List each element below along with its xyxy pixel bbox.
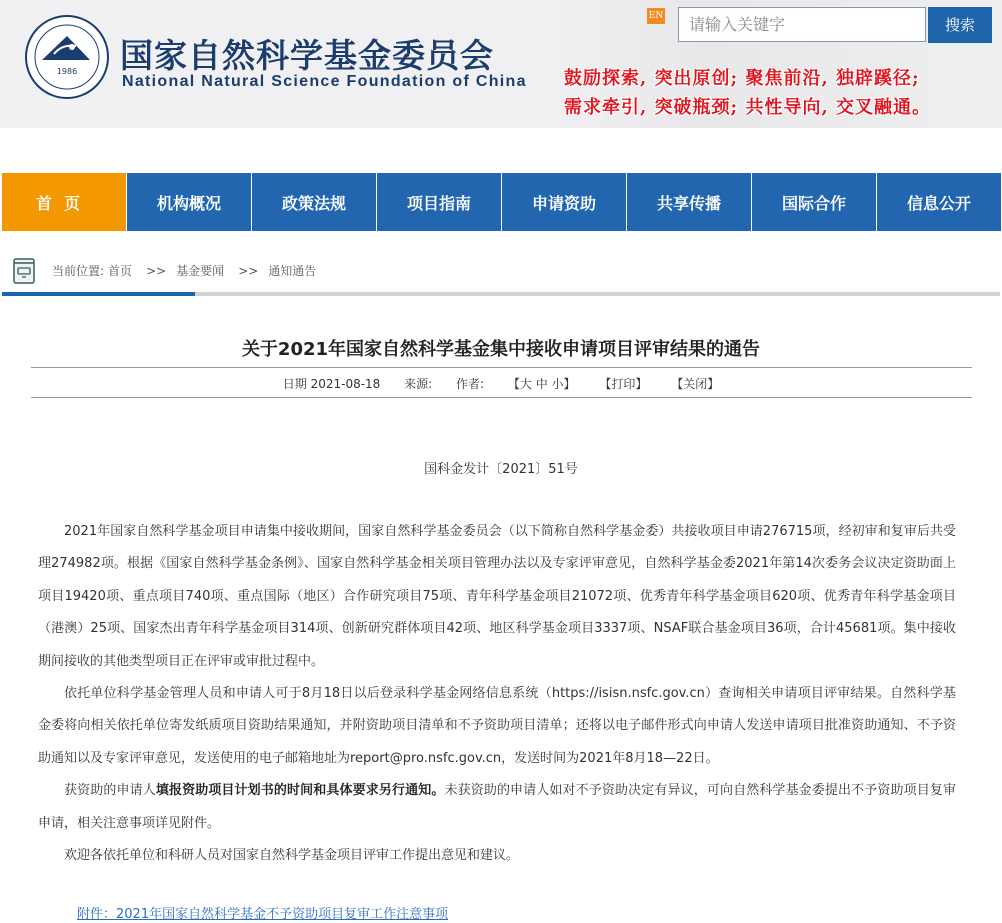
divider [31, 367, 972, 368]
slogan-line-2: 需求牵引, 突破瓶颈; 共性导向, 交叉融通。 [564, 97, 931, 118]
search-input[interactable]: 请输入关键字 [678, 7, 926, 42]
org-name-cn: 国家自然科学基金委员会 [120, 36, 494, 75]
nav-item-disclosure[interactable]: 信息公开 [877, 173, 1001, 231]
article-title: 关于2021年国家自然科学基金集中接收申请项目评审结果的通告 [241, 339, 761, 360]
breadcrumb-separator: >> [146, 264, 167, 278]
breadcrumb-home[interactable]: 首页 [108, 264, 133, 278]
paragraph-text: 未获资助的申请人如对不予资助决定有异议，可向自然科学基金委提出不予资助项目复审申请，相关注意事项详见附件。 [38, 783, 956, 831]
english-language-button[interactable]: EN [647, 8, 665, 24]
nav-item-guide[interactable]: 项目指南 [377, 173, 501, 231]
breadcrumb-separator: >> [238, 264, 259, 278]
paragraph [38, 775, 956, 840]
article-source: 来源: [404, 377, 433, 391]
slogan-line-1: 鼓励探索, 突出原创; 聚焦前沿, 独辟蹊径; [564, 68, 920, 89]
font-size-toggle[interactable]: 【大 中 小】 [507, 377, 576, 391]
article-author: 作者: [456, 377, 485, 391]
nav-item-international[interactable]: 国际合作 [752, 173, 876, 231]
paragraph: 依托单位科学基金管理人员和申请人可于8月18日以后登录科学基金网络信息系统（https://isisn.nsfc.gov.cn）查询相关申请项目评审结果。自然科学基金委将向相关依托单位寄发纸质项目资助结果通知，并附资助项目清单和不予资助项目清单；还将以电子邮件形式向申请人发送申请项目批准资助通知、不予资助通知以及专家评审意见，发送使用的电子邮箱地址为report@pro.nsfc.gov.cn，发送时间为2021年8月18—22日。 [38, 686, 956, 766]
nav-item-share[interactable]: 共享传播 [627, 173, 751, 231]
nsfc-logo-icon[interactable] [24, 14, 110, 100]
paragraph: 2021年国家自然科学基金项目申请集中接收期间，国家自然科学基金委员会（以下简称自然科学基金委）共接收项目申请276715项，经初审和复审后共受理274982项。根据《国家自然科学基金条例》、国家自然科学基金相关项目管理办法以及专家评审意见，自然科学基金委2021年第14次委务会议决定资助面上项目19420项、重点项目740项、重点国际（地区）合作研究项目75项、青年科学基金项目21072项、优秀青年科学基金项目620项、优秀青年科学基金项目（港澳）25项、国家杰出青年科学基金项目314项、创新研究群体项目42项、地区科学基金项目3337项、NSAF联合基金项目36项，合计45681项。集中接收期间接收的其他类型项目正在评审或审批过程中。 [38, 524, 956, 669]
site-header [0, 0, 1002, 128]
paragraph: 欢迎各依托单位和科研人员对国家自然科学基金项目评审工作提出意见和建议。 [64, 848, 520, 864]
breadcrumb-news[interactable]: 基金要闻 [176, 264, 225, 278]
nav-item-policies[interactable]: 政策法规 [252, 173, 376, 231]
close-button[interactable]: 【关闭】 [671, 377, 720, 391]
org-name-en: National Natural Science Foundation of China [122, 73, 527, 90]
print-button[interactable]: 【打印】 [599, 377, 648, 391]
paragraph-text: 获资助的申请人 [64, 783, 156, 799]
breadcrumb-notices[interactable]: 通知通告 [268, 264, 317, 278]
search-button[interactable]: 搜索 [928, 7, 992, 43]
document-number: 国科金发计〔2021〕51号 [424, 462, 578, 477]
article-meta [0, 375, 1002, 392]
location-icon [13, 258, 35, 284]
breadcrumb [52, 262, 320, 279]
article-body [38, 516, 956, 872]
main-nav [0, 173, 1002, 231]
breadcrumb-prefix: 当前位置: [52, 264, 105, 278]
nav-item-about[interactable]: 机构概况 [127, 173, 251, 231]
breadcrumb-divider [2, 292, 1000, 296]
attachment-link[interactable]: 附件：2021年国家自然科学基金不予资助项目复审工作注意事项 [77, 907, 449, 922]
bold-text: 填报资助项目计划书的时间和具体要求另行通知。 [155, 783, 445, 799]
svg-text:1986: 1986 [56, 67, 78, 76]
nav-item-home[interactable]: 首页 [2, 173, 126, 231]
article-date: 日期 2021-08-18 [282, 377, 381, 391]
divider [31, 397, 972, 398]
nav-item-apply[interactable]: 申请资助 [502, 173, 626, 231]
